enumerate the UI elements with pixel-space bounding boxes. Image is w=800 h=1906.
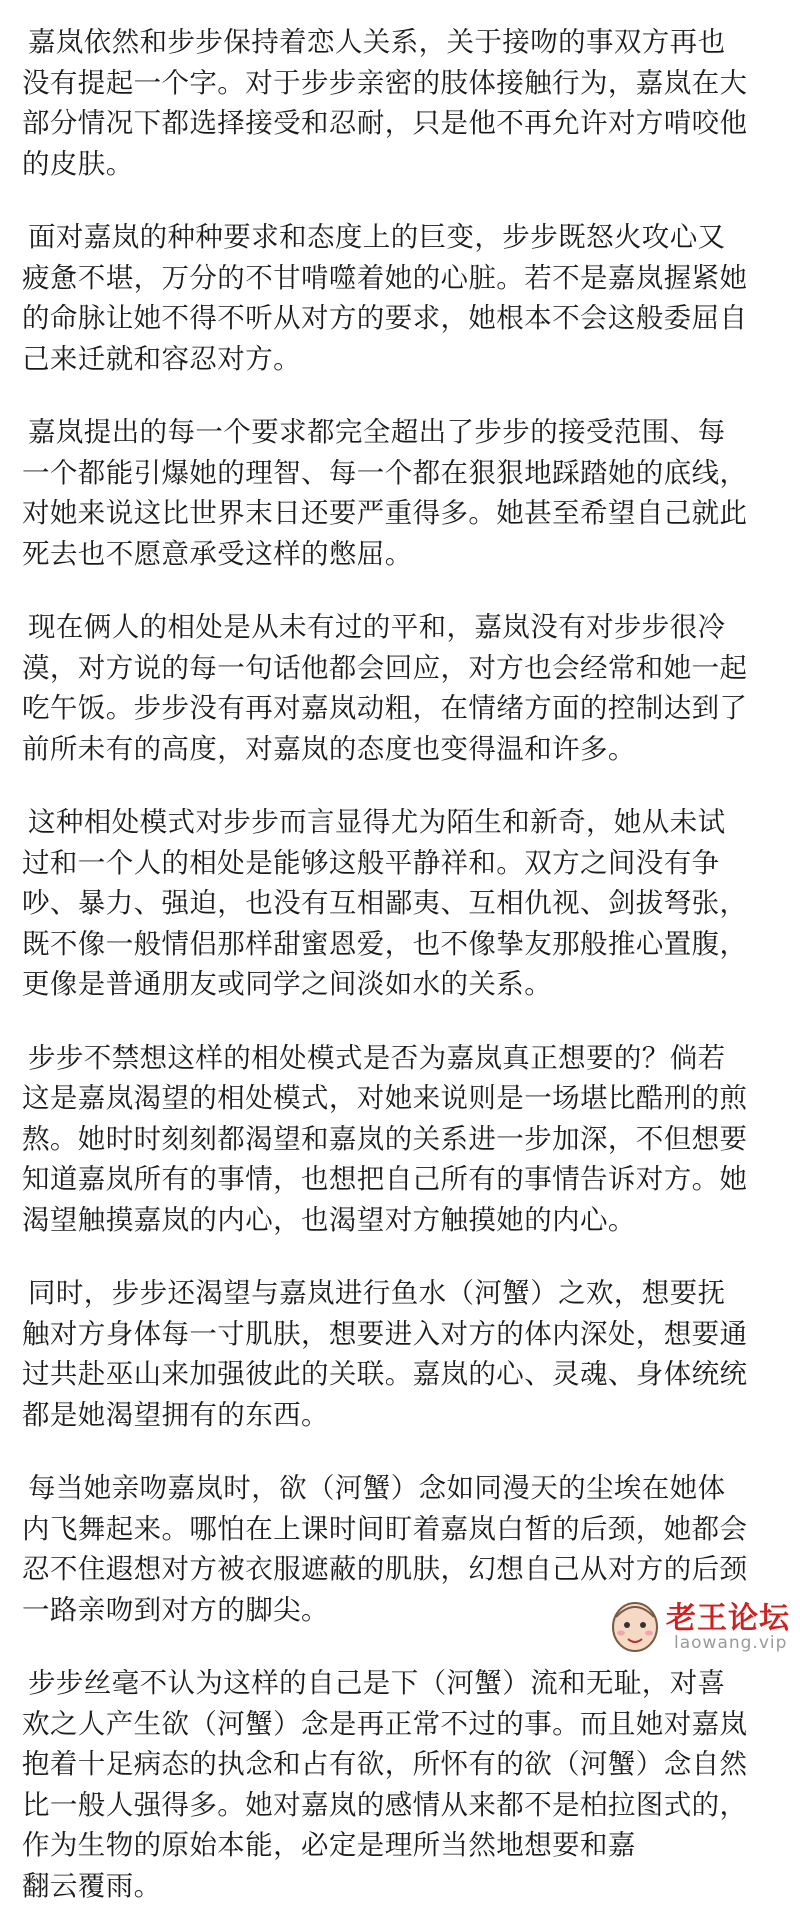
paragraph [22,1038,780,1241]
text-line: 吵、暴力、强迫，也没有互相鄙夷、互相仇视、剑拔弩张， [22,883,780,924]
watermark [608,1591,786,1661]
text-line: 既不像一般情侣那样甜蜜恩爱，也不像挚友那般推心置腹， [22,924,780,965]
paragraph [22,217,780,379]
text-line: 比一般人强得多。她对嘉岚的感情从来都不是柏拉图式的， [22,1785,780,1826]
text-line: 一路亲吻到对方的脚尖。 [22,1590,780,1631]
watermark-title: 老王论坛 [666,1593,790,1637]
text-line: 这种相处模式对步步而言显得尤为陌生和新奇，她从未试 [22,802,780,843]
text-line: 翻云覆雨。 [22,1866,780,1906]
text-line: 己来迁就和容忍对方。 [22,339,780,380]
text-line: 吃午饭。步步没有再对嘉岚动粗，在情绪方面的控制达到了 [22,688,780,729]
paragraph [22,1663,780,1906]
text-line: 熬。她时时刻刻都渴望和嘉岚的关系进一步加深，不但想要 [22,1119,780,1160]
text-line: 面对嘉岚的种种要求和态度上的巨变，步步既怒火攻心又 [22,217,780,258]
text-line: 死去也不愿意承受这样的憋屈。 [22,534,780,575]
text-line: 的命脉让她不得不听从对方的要求，她根本不会这般委屈自 [22,298,780,339]
text-line: 知道嘉岚所有的事情，也想把自己所有的事情告诉对方。她 [22,1159,780,1200]
paragraph [22,412,780,574]
text-line: 这是嘉岚渴望的相处模式，对她来说则是一场堪比酷刑的煎 [22,1078,780,1119]
paragraph [22,22,780,184]
text-line: 漠，对方说的每一句话他都会回应，对方也会经常和她一起 [22,648,780,689]
text-line: 现在俩人的相处是从未有过的平和，嘉岚没有对步步很冷 [22,607,780,648]
text-line: 步步不禁想这样的相处模式是否为嘉岚真正想要的？倘若 [22,1038,780,1079]
text-line: 嘉岚提出的每一个要求都完全超出了步步的接受范围、每 [22,412,780,453]
text-line: 都是她渴望拥有的东西。 [22,1395,780,1436]
text-line: 忍不住遐想对方被衣服遮蔽的肌肤，幻想自己从对方的后颈 [22,1549,780,1590]
paragraph [22,802,780,1005]
text-line: 前所未有的高度，对嘉岚的态度也变得温和许多。 [22,729,780,770]
text-line: 部分情况下都选择接受和忍耐，只是他不再允许对方啃咬他 [22,103,780,144]
text-line: 的皮肤。 [22,144,780,185]
text-line: 同时，步步还渴望与嘉岚进行鱼水（河蟹）之欢，想要抚 [22,1273,780,1314]
text-line: 步步丝毫不认为这样的自己是下（河蟹）流和无耻，对喜 [22,1663,780,1704]
text-line: 更像是普通朋友或同学之间淡如水的关系。 [22,964,780,1005]
text-line: 欢之人产生欲（河蟹）念是再正常不过的事。而且她对嘉岚 [22,1704,780,1745]
text-line: 过和一个人的相处是能够这般平静祥和。双方之间没有争 [22,843,780,884]
text-line: 抱着十足病态的执念和占有欲，所怀有的欲（河蟹）念自然 [22,1744,780,1785]
text-line: 内飞舞起来。哪怕在上课时间盯着嘉岚白皙的后颈，她都会 [22,1509,780,1550]
text-line: 疲惫不堪，万分的不甘啃噬着她的心脏。若不是嘉岚握紧她 [22,258,780,299]
text-line: 没有提起一个字。对于步步亲密的肢体接触行为，嘉岚在大 [22,63,780,104]
text-line: 触对方身体每一寸肌肤，想要进入对方的体内深处，想要通 [22,1314,780,1355]
text-line: 作为生物的原始本能，必定是理所当然地想要和嘉 [22,1825,780,1866]
watermark-url: laowang.vip [674,1633,787,1653]
text-line: 对她来说这比世界末日还要严重得多。她甚至希望自己就此 [22,493,780,534]
cartoon-face-icon [608,1595,662,1655]
paragraph [22,1273,780,1435]
paragraph [22,607,780,769]
text-line: 嘉岚依然和步步保持着恋人关系，关于接吻的事双方再也 [22,22,780,63]
text-line: 每当她亲吻嘉岚时，欲（河蟹）念如同漫天的尘埃在她体 [22,1468,780,1509]
text-line: 渴望触摸嘉岚的内心，也渴望对方触摸她的内心。 [22,1200,780,1241]
text-line: 一个都能引爆她的理智、每一个都在狠狠地踩踏她的底线， [22,453,780,494]
text-line: 过共赴巫山来加强彼此的关联。嘉岚的心、灵魂、身体统统 [22,1354,780,1395]
